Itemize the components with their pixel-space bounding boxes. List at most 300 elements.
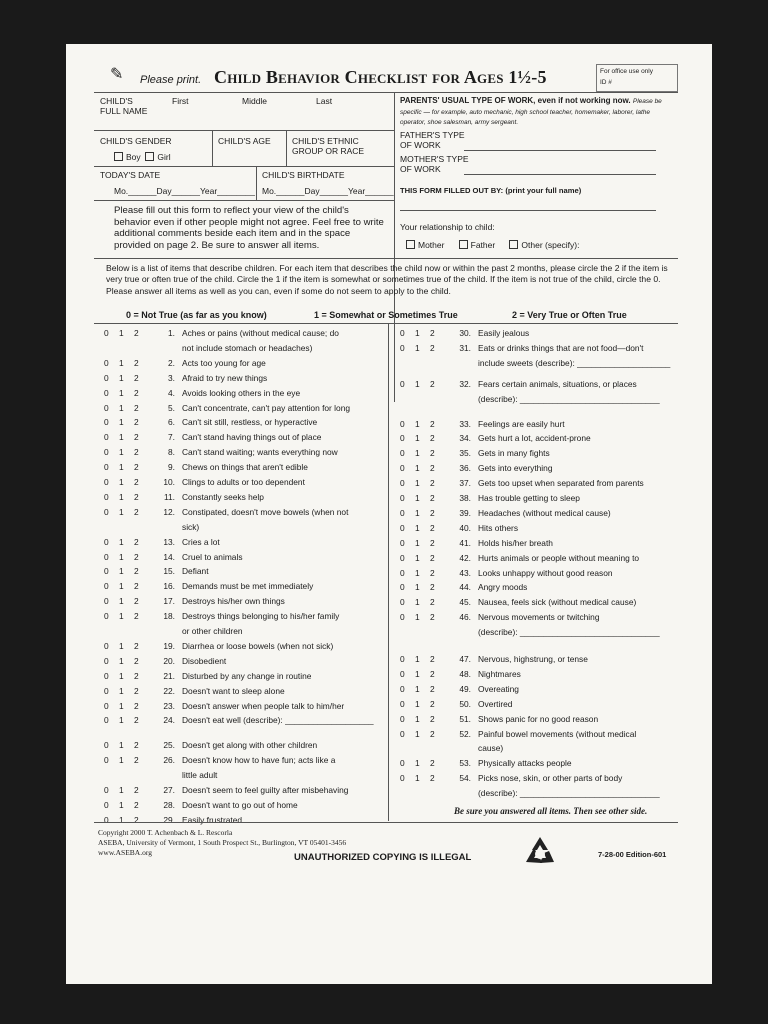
score-option-2[interactable]: 2 (134, 611, 139, 622)
score-option-1[interactable]: 1 (119, 372, 124, 383)
score-option-0[interactable]: 0 (400, 433, 405, 444)
checklist-item (104, 753, 335, 768)
score-option-1[interactable]: 1 (415, 493, 420, 503)
item-number: 31. (459, 342, 471, 353)
score-option-1[interactable]: 1 (415, 448, 420, 459)
score-option-2[interactable]: 2 (430, 537, 435, 548)
parents-work-title: PARENTS' USUAL TYPE OF WORK, even if not working now. (400, 96, 631, 105)
score-option-0[interactable]: 0 (104, 581, 109, 592)
item-text: Can't sit still, restless, or hyperactive (182, 417, 318, 428)
score-option-1[interactable]: 1 (119, 670, 124, 681)
score-option-2[interactable]: 2 (430, 433, 435, 444)
checklist-page (66, 44, 712, 984)
score-option-0[interactable]: 0 (104, 417, 109, 428)
score-option-1[interactable]: 1 (415, 582, 420, 593)
item-number: 52. (459, 728, 471, 739)
score-option-1[interactable]: 1 (119, 596, 124, 607)
item-number: 28. (163, 799, 175, 810)
copyright-text: Copyright 2000 T. Achenbach & L. Rescorla (98, 828, 233, 837)
score-option-0[interactable]: 0 (104, 402, 109, 413)
score-option-0[interactable]: 0 (400, 378, 405, 389)
score-option-0[interactable]: 0 (400, 612, 405, 623)
score-option-0[interactable]: 0 (104, 432, 109, 443)
item-text: Looks unhappy without good reason (478, 567, 613, 578)
boy-checkbox[interactable] (114, 152, 123, 161)
item-number: 13. (163, 536, 175, 547)
score-option-1[interactable]: 1 (119, 417, 124, 428)
score-option-1[interactable]: 1 (415, 418, 420, 429)
mother-checkbox[interactable] (406, 240, 415, 249)
todays-date-field[interactable]: Mo.______Day______Year________ (114, 186, 256, 196)
checklist-item (400, 536, 553, 551)
score-option-2[interactable]: 2 (430, 654, 435, 664)
score-option-1[interactable]: 1 (415, 773, 420, 784)
score-option-1[interactable]: 1 (415, 522, 420, 533)
item-number: 47. (459, 654, 471, 664)
score-option-2[interactable]: 2 (134, 814, 139, 825)
middle-label: Middle (242, 96, 268, 106)
item-number: 33. (459, 418, 471, 429)
item-text-continued: or other children (182, 626, 243, 636)
score-option-0[interactable]: 0 (104, 491, 109, 502)
relationship-label: Your relationship to child: (400, 222, 495, 232)
score-option-0[interactable]: 0 (104, 551, 109, 562)
copying-illegal-notice: UNAUTHORIZED COPYING IS ILLEGAL (294, 852, 472, 863)
score-option-2[interactable]: 2 (430, 493, 435, 503)
score-option-2[interactable]: 2 (430, 478, 435, 489)
score-option-0[interactable]: 0 (104, 799, 109, 810)
recycle-icon (522, 834, 558, 868)
item-number: 51. (459, 713, 471, 724)
item-text: Feelings are easily hurt (478, 418, 565, 429)
score-option-2[interactable]: 2 (134, 462, 139, 473)
score-option-0[interactable]: 0 (104, 611, 109, 622)
ethnic-label: CHILD'S ETHNIC GROUP OR RACE (292, 136, 365, 156)
checklist-item (104, 535, 220, 550)
mother-work-field[interactable] (464, 174, 656, 175)
checklist-item (400, 377, 637, 392)
score-option-0[interactable]: 0 (104, 447, 109, 458)
score-option-0[interactable]: 0 (104, 357, 109, 368)
item-number: 45. (459, 597, 471, 608)
score-option-1[interactable]: 1 (119, 551, 124, 562)
score-option-0[interactable]: 0 (104, 640, 109, 651)
checklist-item (400, 566, 613, 581)
item-text: Nervous movements or twitching (478, 612, 600, 623)
score-option-1[interactable]: 1 (119, 715, 124, 726)
score-option-1[interactable]: 1 (415, 758, 420, 769)
score-option-2[interactable]: 2 (430, 567, 435, 578)
item-number: 27. (163, 785, 175, 795)
score-option-2[interactable]: 2 (134, 417, 139, 428)
score-option-1[interactable]: 1 (119, 611, 124, 622)
item-number: 42. (459, 552, 471, 563)
score-option-2[interactable]: 2 (134, 491, 139, 502)
item-text: Headaches (without medical cause) (478, 507, 611, 518)
item-text-continued: include sweets (describe): ____________________ (478, 357, 671, 368)
score-option-1[interactable]: 1 (415, 698, 420, 709)
score-option-2[interactable]: 2 (134, 670, 139, 681)
score-option-1[interactable]: 1 (119, 640, 124, 651)
checklist-item (400, 712, 598, 727)
score-option-1[interactable]: 1 (119, 536, 124, 547)
item-number: 5. (168, 402, 175, 413)
score-option-2[interactable]: 2 (430, 683, 435, 694)
father-option-label: Father (470, 240, 496, 250)
score-option-0[interactable]: 0 (400, 448, 405, 459)
score-option-1[interactable]: 1 (415, 713, 420, 724)
relationship-options (406, 240, 580, 250)
item-number: 6. (168, 417, 175, 428)
score-option-2[interactable]: 2 (430, 418, 435, 429)
score-option-1[interactable]: 1 (415, 342, 420, 353)
score-option-1[interactable]: 1 (119, 799, 124, 810)
item-text: Has trouble getting to sleep (478, 493, 580, 503)
item-number: 48. (459, 668, 471, 679)
checklist-item (104, 713, 374, 728)
score-option-0[interactable]: 0 (104, 700, 109, 711)
parents-work-heading (400, 96, 676, 128)
score-option-2[interactable]: 2 (430, 378, 435, 389)
score-option-1[interactable]: 1 (119, 477, 124, 487)
item-text: Holds his/her breath (478, 537, 553, 548)
checklist-item (400, 771, 622, 786)
age-label: CHILD'S AGE (218, 136, 271, 146)
checklist-item (104, 430, 321, 445)
father-checkbox[interactable] (459, 240, 468, 249)
score-option-2[interactable]: 2 (134, 372, 139, 383)
score-option-0[interactable]: 0 (400, 463, 405, 474)
score-option-1[interactable]: 1 (119, 755, 124, 766)
girl-checkbox[interactable] (145, 152, 154, 161)
item-number: 34. (459, 433, 471, 444)
score-option-2[interactable]: 2 (134, 402, 139, 413)
item-text: Demands must be met immediately (182, 581, 314, 592)
score-option-1[interactable]: 1 (119, 387, 124, 398)
checklist-item (400, 417, 565, 432)
item-number: 9. (168, 462, 175, 473)
score-option-2[interactable]: 2 (430, 597, 435, 608)
item-text: Constipated, doesn't move bowels (when not (182, 506, 349, 517)
score-option-1[interactable]: 1 (119, 447, 124, 458)
item-text: Angry moods (478, 582, 528, 593)
score-option-2[interactable]: 2 (430, 773, 435, 784)
score-option-2[interactable]: 2 (134, 536, 139, 547)
score-option-2[interactable]: 2 (134, 685, 139, 696)
item-number: 10. (163, 477, 175, 487)
score-option-2[interactable]: 2 (134, 328, 139, 338)
score-option-0[interactable]: 0 (400, 668, 405, 679)
item-text: Diarrhea or loose bowels (when not sick) (182, 640, 334, 651)
checklist-item (104, 564, 209, 579)
score-option-1[interactable]: 1 (415, 612, 420, 623)
father-work-label: FATHER'S TYPE OF WORK (400, 130, 465, 150)
score-option-0[interactable]: 0 (104, 506, 109, 517)
score-option-1[interactable]: 1 (415, 654, 420, 664)
item-number: 37. (459, 478, 471, 489)
score-option-1[interactable]: 1 (415, 683, 420, 694)
score-option-1[interactable]: 1 (119, 655, 124, 666)
item-number: 25. (163, 740, 175, 751)
checklist-item (104, 813, 242, 828)
aseba-website: www.ASEBA.org (98, 848, 152, 857)
score-option-2[interactable]: 2 (134, 357, 139, 368)
score-option-0[interactable]: 0 (104, 670, 109, 681)
score-option-0[interactable]: 0 (400, 758, 405, 769)
score-option-2[interactable]: 2 (134, 755, 139, 766)
score-option-2[interactable]: 2 (430, 328, 435, 338)
checklist-item (400, 461, 552, 476)
item-text: Defiant (182, 566, 209, 577)
score-option-0[interactable]: 0 (400, 773, 405, 784)
score-option-0[interactable]: 0 (400, 522, 405, 533)
item-text: Picks nose, skin, or other parts of body (478, 773, 623, 784)
score-option-1[interactable]: 1 (415, 328, 420, 338)
item-text: Overtired (478, 698, 513, 709)
score-option-2[interactable]: 2 (134, 596, 139, 607)
filled-by-field[interactable] (400, 210, 656, 211)
first-label: First (172, 96, 189, 106)
score-option-0[interactable]: 0 (400, 654, 405, 664)
checklist-item (400, 595, 636, 610)
item-text-continued: sick) (182, 521, 200, 532)
item-text: Doesn't know how to have fun; acts like a (182, 755, 336, 766)
score-option-0[interactable]: 0 (104, 655, 109, 666)
score-option-0[interactable]: 0 (400, 567, 405, 578)
score-option-2[interactable]: 2 (134, 506, 139, 517)
item-number: 30. (459, 328, 471, 338)
score-option-0[interactable]: 0 (400, 683, 405, 694)
score-option-2[interactable]: 2 (430, 342, 435, 353)
item-text: Can't concentrate, can't pay attention for long (182, 402, 351, 413)
column-divider (388, 323, 389, 821)
score-option-0[interactable]: 0 (400, 478, 405, 489)
score-option-2[interactable]: 2 (134, 387, 139, 398)
scale-two: 2 = Very True or Often True (512, 310, 627, 320)
score-option-2[interactable]: 2 (430, 713, 435, 724)
score-option-2[interactable]: 2 (134, 566, 139, 577)
checklist-item (104, 699, 344, 714)
score-option-0[interactable]: 0 (104, 536, 109, 547)
item-text: Gets in many fights (478, 448, 550, 459)
checklist-item (104, 490, 264, 505)
checklist-item (400, 682, 519, 697)
score-option-1[interactable]: 1 (415, 567, 420, 578)
checklist-item (400, 476, 644, 491)
other-checkbox[interactable] (509, 240, 518, 249)
checklist-item (104, 684, 285, 699)
score-option-1[interactable]: 1 (119, 814, 124, 825)
father-work-field[interactable] (464, 150, 656, 151)
item-text: Cries a lot (182, 536, 220, 547)
item-text: Cruel to animals (182, 551, 243, 562)
checklist-item (400, 697, 512, 712)
score-option-2[interactable]: 2 (134, 477, 139, 487)
birthdate-field[interactable]: Mo.______Day______Year______ (262, 186, 394, 196)
score-option-2[interactable]: 2 (134, 785, 139, 795)
score-option-0[interactable]: 0 (400, 342, 405, 353)
score-option-1[interactable]: 1 (119, 357, 124, 368)
item-number: 22. (163, 685, 175, 696)
item-number: 14. (163, 551, 175, 562)
item-text: Eats or drinks things that are not food—don't (478, 342, 644, 353)
checklist-item (104, 669, 311, 684)
item-number: 8. (168, 447, 175, 458)
checklist-item (104, 475, 305, 490)
item-number: 46. (459, 612, 471, 623)
score-option-0[interactable]: 0 (104, 566, 109, 577)
item-text: Chews on things that aren't edible (182, 462, 308, 473)
item-number: 41. (459, 537, 471, 548)
item-number: 40. (459, 522, 471, 533)
item-number: 38. (459, 493, 471, 503)
item-text: Easily jealous (478, 328, 530, 338)
score-option-0[interactable]: 0 (104, 755, 109, 766)
score-option-1[interactable]: 1 (415, 597, 420, 608)
score-option-2[interactable]: 2 (430, 463, 435, 474)
score-option-1[interactable]: 1 (415, 537, 420, 548)
id-label: ID # (600, 79, 612, 86)
score-option-0[interactable]: 0 (104, 785, 109, 795)
checklist-item (104, 738, 317, 753)
score-option-1[interactable]: 1 (119, 328, 124, 338)
score-option-2[interactable]: 2 (134, 715, 139, 726)
score-option-0[interactable]: 0 (400, 328, 405, 338)
girl-label: Girl (157, 152, 171, 162)
item-text: Destroys things belonging to his/her family (182, 611, 340, 622)
score-option-0[interactable]: 0 (104, 814, 109, 825)
score-option-2[interactable]: 2 (430, 668, 435, 679)
item-text: Can't stand having things out of place (182, 432, 322, 443)
score-option-0[interactable]: 0 (400, 582, 405, 593)
item-text: Overeating (478, 683, 519, 694)
checklist-item (104, 550, 243, 565)
gender-label: CHILD'S GENDER (100, 136, 172, 146)
score-option-1[interactable]: 1 (119, 402, 124, 413)
score-option-2[interactable]: 2 (430, 507, 435, 518)
score-option-1[interactable]: 1 (119, 785, 124, 795)
score-option-1[interactable]: 1 (415, 478, 420, 489)
score-option-0[interactable]: 0 (400, 552, 405, 563)
score-option-1[interactable]: 1 (415, 507, 420, 518)
score-option-1[interactable]: 1 (415, 552, 420, 563)
score-option-0[interactable]: 0 (104, 740, 109, 751)
score-option-2[interactable]: 2 (134, 432, 139, 443)
score-option-0[interactable]: 0 (400, 537, 405, 548)
score-option-1[interactable]: 1 (119, 581, 124, 592)
item-number: 21. (163, 670, 175, 681)
score-option-1[interactable]: 1 (119, 506, 124, 517)
score-option-0[interactable]: 0 (104, 477, 109, 487)
score-option-0[interactable]: 0 (400, 418, 405, 429)
score-option-2[interactable]: 2 (134, 640, 139, 651)
checklist-item (104, 639, 333, 654)
item-number: 19. (163, 640, 175, 651)
score-option-1[interactable]: 1 (119, 432, 124, 443)
score-option-2[interactable]: 2 (430, 698, 435, 709)
score-option-1[interactable]: 1 (415, 668, 420, 679)
item-number: 20. (163, 655, 175, 666)
score-option-0[interactable]: 0 (104, 685, 109, 696)
score-option-0[interactable]: 0 (104, 596, 109, 607)
score-option-1[interactable]: 1 (119, 700, 124, 711)
checklist-item (104, 505, 348, 520)
score-option-2[interactable]: 2 (134, 581, 139, 592)
score-option-0[interactable]: 0 (104, 372, 109, 383)
score-option-0[interactable]: 0 (400, 713, 405, 724)
item-text-continued: (describe): ______________________________ (478, 627, 660, 638)
item-text: Disturbed by any change in routine (182, 670, 312, 681)
score-option-0[interactable]: 0 (104, 328, 109, 338)
score-option-1[interactable]: 1 (119, 566, 124, 577)
score-option-2[interactable]: 2 (134, 655, 139, 666)
score-option-1[interactable]: 1 (119, 491, 124, 502)
score-option-2[interactable]: 2 (430, 612, 435, 623)
checklist-item (400, 756, 572, 771)
answer-all-reminder: Be sure you answered all items. Then see other side. (454, 806, 648, 816)
score-option-2[interactable]: 2 (134, 740, 139, 751)
checklist-item (104, 401, 350, 416)
item-number: 1. (168, 328, 175, 338)
item-number: 49. (459, 683, 471, 694)
score-option-0[interactable]: 0 (104, 715, 109, 726)
score-option-2[interactable]: 2 (430, 582, 435, 593)
score-option-2[interactable]: 2 (134, 700, 139, 711)
score-option-0[interactable]: 0 (400, 507, 405, 518)
score-option-2[interactable]: 2 (430, 552, 435, 563)
score-option-1[interactable]: 1 (415, 463, 420, 474)
item-number: 15. (163, 566, 175, 577)
score-option-2[interactable]: 2 (134, 447, 139, 458)
item-text: Constantly seeks help (182, 491, 264, 502)
score-option-2[interactable]: 2 (430, 728, 435, 739)
score-option-1[interactable]: 1 (119, 685, 124, 696)
item-text: Clings to adults or too dependent (182, 477, 305, 487)
item-text: Destroys his/her own things (182, 596, 285, 607)
item-text: Doesn't get along with other children (182, 740, 318, 751)
item-number: 11. (163, 491, 175, 502)
last-label: Last (316, 96, 333, 106)
score-option-0[interactable]: 0 (400, 728, 405, 739)
item-number: 2. (168, 357, 175, 368)
checklist-item (400, 326, 529, 341)
item-text: Hurts animals or people without meaning to (478, 552, 640, 563)
score-option-1[interactable]: 1 (415, 433, 420, 444)
mother-work-label: MOTHER'S TYPE OF WORK (400, 154, 469, 174)
score-option-0[interactable]: 0 (104, 462, 109, 473)
score-option-1[interactable]: 1 (415, 378, 420, 389)
score-option-0[interactable]: 0 (400, 698, 405, 709)
score-option-2[interactable]: 2 (430, 758, 435, 769)
score-option-2[interactable]: 2 (430, 522, 435, 533)
checklist-item (400, 506, 611, 521)
score-option-0[interactable]: 0 (400, 597, 405, 608)
filled-by-label: THIS FORM FILLED OUT BY: (print your full name) (400, 186, 582, 195)
score-option-0[interactable]: 0 (400, 493, 405, 503)
score-option-1[interactable]: 1 (415, 728, 420, 739)
score-option-2[interactable]: 2 (134, 799, 139, 810)
item-number: 43. (459, 567, 471, 578)
item-text: Doesn't want to go out of home (182, 799, 298, 810)
boy-label: Boy (126, 152, 141, 162)
score-option-0[interactable]: 0 (104, 387, 109, 398)
score-option-1[interactable]: 1 (119, 462, 124, 473)
office-use-box (596, 64, 678, 92)
score-option-2[interactable]: 2 (134, 551, 139, 562)
score-option-1[interactable]: 1 (119, 740, 124, 751)
score-option-2[interactable]: 2 (430, 448, 435, 459)
checklist-item (104, 594, 285, 609)
